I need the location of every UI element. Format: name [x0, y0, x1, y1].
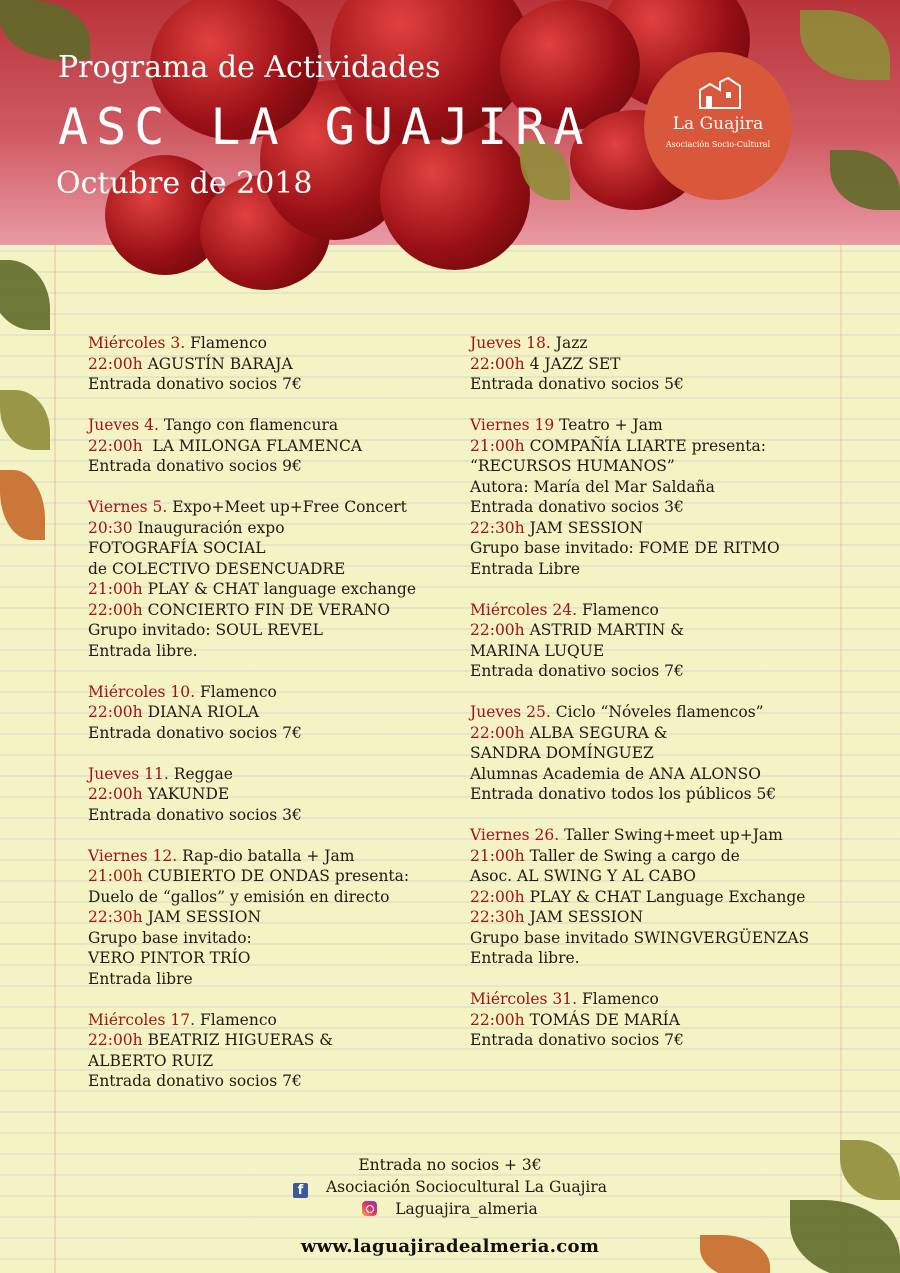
event-category: Flamenco: [185, 334, 267, 352]
event-text: Grupo base invitado:: [88, 928, 252, 947]
event-heading: [88, 497, 428, 518]
event-text: Duelo de “gallos” y emisión en directo: [88, 887, 390, 906]
event-line: [88, 907, 428, 928]
event-text: Asoc. AL SWING Y AL CABO: [470, 867, 696, 885]
event-block: [470, 333, 850, 395]
event-time: 22:00h: [470, 354, 525, 373]
event-block: [470, 600, 850, 682]
event-text: Autora: María del Mar Saldaña: [470, 477, 715, 496]
event-day: Viernes 12.: [88, 846, 178, 865]
event-line: [470, 723, 850, 744]
event-day: Miércoles 17.: [88, 1010, 196, 1029]
event-category: Rap-dio batalla + Jam: [177, 846, 355, 865]
event-line: [470, 497, 850, 518]
event-text: Entrada Libre: [470, 559, 581, 578]
event-time: 22:00h: [470, 887, 525, 906]
event-time: 22:30h: [470, 518, 525, 537]
event-time: 22:00h: [88, 354, 143, 373]
event-day: Viernes 19: [470, 416, 555, 434]
event-line: [88, 1071, 428, 1092]
event-line: [470, 784, 850, 805]
event-line: [88, 702, 428, 723]
event-text: MARINA LUQUE: [470, 641, 605, 660]
event-text: AGUSTÍN BARAJA: [142, 354, 293, 373]
event-day: Miércoles 24.: [470, 600, 578, 619]
event-text: Inauguración expo: [132, 518, 285, 537]
event-block: [88, 1010, 428, 1092]
program-date: Octubre de 2018: [56, 166, 313, 201]
event-line: [88, 456, 428, 477]
events-left-column: [88, 333, 428, 1112]
event-line: [470, 846, 850, 867]
event-line: [470, 1030, 850, 1051]
event-text: JAM SESSION: [524, 908, 644, 926]
event-line: [470, 436, 850, 457]
event-block: [88, 415, 428, 477]
event-text: ALBA SEGURA &: [524, 723, 668, 742]
event-text: Entrada libre: [88, 969, 193, 988]
event-category: Reggae: [168, 764, 233, 783]
event-text: Grupo invitado: SOUL REVEL: [88, 621, 323, 639]
event-text: ASTRID MARTIN &: [524, 621, 685, 639]
event-text: Taller de Swing a cargo de: [524, 846, 740, 865]
program-subtitle: Programa de Actividades: [58, 50, 441, 85]
event-category: Teatro + Jam: [554, 416, 663, 434]
event-line: [88, 948, 428, 969]
event-line: [88, 1030, 428, 1051]
event-category: Flamenco: [577, 600, 659, 619]
event-time: 22:30h: [88, 908, 143, 926]
event-line: [470, 928, 850, 949]
event-text: Entrada donativo socios 9€: [88, 457, 302, 475]
event-heading: [470, 989, 850, 1010]
event-line: [470, 354, 850, 375]
event-category: Taller Swing+meet up+Jam: [559, 826, 783, 844]
event-block: [88, 497, 428, 661]
event-block: [470, 825, 850, 969]
event-line: [470, 764, 850, 785]
event-line: [88, 887, 428, 908]
event-category: Ciclo “Nóveles flamencos”: [550, 703, 764, 721]
event-time: 22:00h: [88, 600, 143, 619]
event-text: JAM SESSION: [524, 518, 644, 537]
event-category: Flamenco: [195, 1010, 277, 1029]
event-day: Jueves 11.: [88, 764, 169, 783]
website-link[interactable]: www.laguajiradealmeria.com: [300, 1236, 600, 1257]
event-text: TOMÁS DE MARÍA: [524, 1010, 680, 1029]
event-line: [470, 661, 850, 682]
event-category: Expo+Meet up+Free Concert: [167, 498, 407, 516]
leaf-decoration: [0, 260, 50, 330]
event-time: 21:00h: [470, 436, 525, 455]
event-day: Miércoles 10.: [88, 682, 196, 701]
event-text: Grupo base invitado SWINGVERGÜENZAS: [470, 928, 810, 947]
event-day: Jueves 4.: [88, 416, 159, 434]
event-text: Entrada libre.: [88, 641, 198, 660]
event-text: YAKUNDE: [142, 785, 230, 803]
event-time: 21:00h: [88, 580, 143, 598]
event-block: [88, 333, 428, 395]
building-icon: [698, 76, 742, 110]
event-text: Entrada donativo socios 3€: [88, 805, 302, 824]
event-text: COMPAÑÍA LIARTE presenta:: [524, 436, 766, 455]
event-text: ALBERTO RUIZ: [88, 1051, 214, 1070]
event-time: 22:00h: [470, 1010, 525, 1029]
event-text: LA MILONGA FLAMENCA: [142, 436, 363, 455]
event-day: Viernes 5.: [88, 498, 168, 516]
event-time: 22:00h: [88, 436, 143, 455]
event-line: [88, 805, 428, 826]
event-line: [88, 641, 428, 662]
event-category: Jazz: [550, 334, 588, 352]
event-line: [88, 600, 428, 621]
event-heading: [470, 702, 850, 723]
event-line: [88, 784, 428, 805]
event-line: [470, 641, 850, 662]
instagram-line[interactable]: [0, 1198, 900, 1220]
event-line: [470, 518, 850, 539]
events-right-column: [470, 333, 850, 1071]
event-line: [470, 374, 850, 395]
event-text: BEATRIZ HIGUERAS &: [142, 1031, 334, 1049]
event-heading: [470, 600, 850, 621]
event-line: [88, 354, 428, 375]
event-time: 21:00h: [88, 867, 143, 885]
event-line: [88, 518, 428, 539]
event-line: [88, 620, 428, 641]
event-line: [88, 579, 428, 600]
event-time: 22:00h: [470, 723, 525, 742]
event-text: CONCIERTO FIN DE VERANO: [142, 600, 391, 619]
event-day: Viernes 26.: [470, 826, 560, 844]
event-line: [470, 1010, 850, 1031]
event-text: DIANA RIOLA: [142, 703, 259, 721]
event-line: [470, 866, 850, 887]
event-text: Grupo base invitado: FOME DE RITMO: [470, 539, 780, 557]
event-text: Entrada libre.: [470, 949, 580, 967]
facebook-icon: f: [293, 1183, 308, 1198]
event-time: 22:30h: [470, 908, 525, 926]
event-line: [88, 969, 428, 990]
event-heading: [88, 764, 428, 785]
event-time: 22:00h: [88, 785, 143, 803]
event-text: Entrada donativo todos los públicos 5€: [470, 785, 777, 803]
event-heading: [470, 415, 850, 436]
event-line: [88, 436, 428, 457]
footer: [0, 1154, 900, 1220]
logo-name: La Guajira: [672, 114, 764, 134]
event-text: Entrada donativo socios 3€: [470, 498, 684, 516]
event-day: Jueves 18.: [470, 334, 551, 352]
event-text: PLAY & CHAT language exchange: [142, 580, 416, 598]
instagram-icon: [362, 1201, 377, 1216]
event-line: [470, 538, 850, 559]
event-time: 22:00h: [88, 1031, 143, 1049]
event-text: VERO PINTOR TRÍO: [88, 949, 251, 967]
event-text: Entrada donativo socios 7€: [88, 1072, 302, 1090]
event-heading: [88, 1010, 428, 1031]
event-text: Entrada donativo socios 7€: [88, 375, 302, 393]
event-line: [88, 928, 428, 949]
event-text: CUBIERTO DE ONDAS presenta:: [142, 867, 410, 885]
event-text: de COLECTIVO DESENCUADRE: [88, 559, 346, 578]
event-line: [470, 620, 850, 641]
event-line: [470, 948, 850, 969]
entry-note: Entrada no socios + 3€: [358, 1156, 542, 1174]
event-text: Entrada donativo socios 5€: [470, 375, 684, 393]
event-heading: [88, 415, 428, 436]
event-line: [470, 907, 850, 928]
event-category: Tango con flamencura: [158, 416, 339, 434]
event-text: Entrada donativo socios 7€: [470, 1031, 684, 1049]
event-block: [470, 702, 850, 805]
instagram-label: Laguajira_almeria: [395, 1200, 538, 1218]
event-category: Flamenco: [195, 682, 277, 701]
event-heading: [470, 333, 850, 354]
event-text: Alumnas Academia de ANA ALONSO: [470, 764, 761, 783]
leaf-decoration: [0, 390, 50, 450]
event-day: Jueves 25.: [470, 703, 551, 721]
event-text: SANDRA DOMÍNGUEZ: [470, 744, 654, 762]
association-logo: [644, 52, 792, 200]
event-block: [88, 764, 428, 826]
event-line: [88, 1051, 428, 1072]
event-day: Miércoles 3.: [88, 334, 186, 352]
facebook-line[interactable]: [0, 1176, 900, 1198]
event-category: Flamenco: [577, 990, 659, 1008]
event-line: [470, 456, 850, 477]
leaf-decoration: [0, 470, 45, 540]
event-line: [88, 723, 428, 744]
event-heading: [88, 846, 428, 867]
event-text: Entrada donativo socios 7€: [88, 723, 302, 742]
facebook-label: Asociación Sociocultural La Guajira: [325, 1178, 607, 1196]
event-block: [470, 415, 850, 579]
leaf-decoration: [800, 10, 890, 80]
event-block: [88, 846, 428, 990]
event-block: [470, 989, 850, 1051]
event-text: PLAY & CHAT Language Exchange: [524, 887, 806, 906]
event-text: Entrada donativo socios 7€: [470, 662, 684, 680]
event-time: 21:00h: [470, 846, 525, 865]
event-line: [470, 477, 850, 498]
event-heading: [88, 682, 428, 703]
leaf-decoration: [830, 150, 900, 210]
event-heading: [88, 333, 428, 354]
event-text: “RECURSOS HUMANOS”: [470, 457, 675, 475]
event-time: 20:30: [88, 518, 133, 537]
event-line: [470, 743, 850, 764]
event-block: [88, 682, 428, 744]
event-time: 22:00h: [88, 703, 143, 721]
event-day: Miércoles 31.: [470, 990, 578, 1008]
event-line: [470, 887, 850, 908]
logo-subtitle: Asociación Socio-Cultural: [665, 140, 771, 149]
event-line: [470, 559, 850, 580]
event-line: [88, 374, 428, 395]
event-text: JAM SESSION: [142, 908, 262, 926]
event-text: FOTOGRAFÍA SOCIAL: [88, 539, 266, 557]
event-text: 4 JAZZ SET: [524, 354, 621, 373]
event-heading: [470, 825, 850, 846]
event-line: [88, 559, 428, 580]
event-line: [88, 866, 428, 887]
event-time: 22:00h: [470, 621, 525, 639]
event-line: [88, 538, 428, 559]
page-title: ASC LA GUAJIRA: [58, 98, 592, 156]
